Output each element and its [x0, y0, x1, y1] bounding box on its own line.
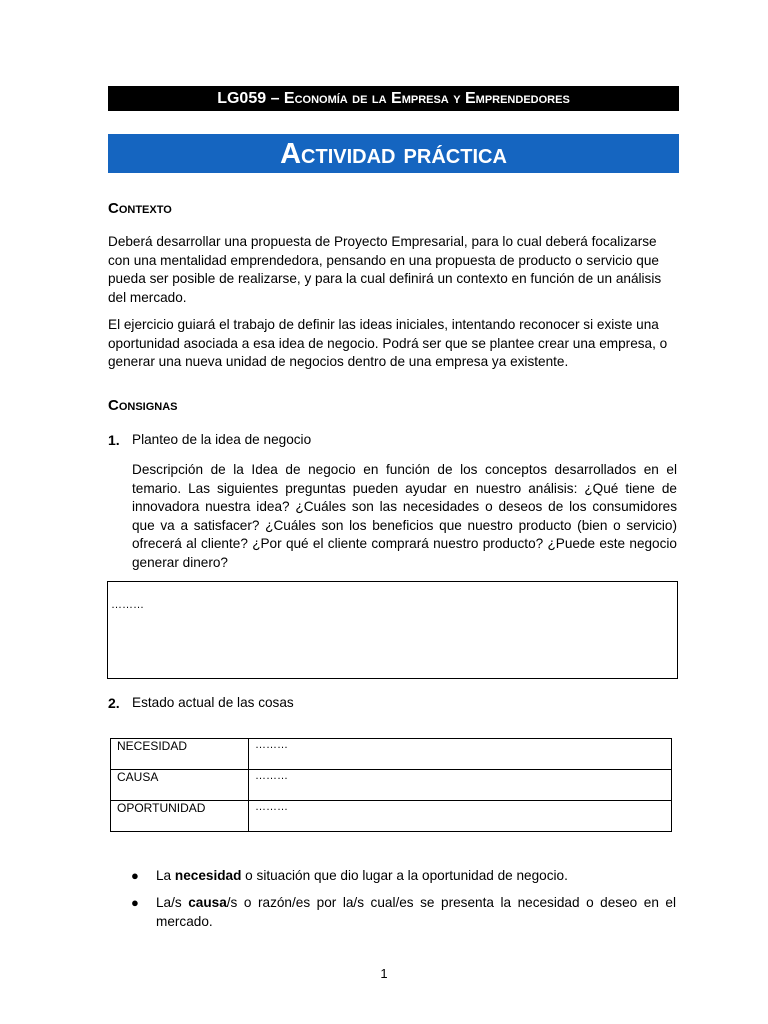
row-value-field[interactable]: ……… [249, 801, 672, 832]
bullet-text: La/s causa/s o razón/es por la/s cual/es se presenta la necesidad o deseo en el mercado. [156, 895, 676, 929]
answer-box[interactable] [107, 581, 678, 679]
contexto-heading: Contexto [108, 200, 172, 217]
bullet-icon: ● [131, 895, 139, 910]
activity-title-bar [108, 134, 679, 173]
row-value-field[interactable]: ……… [249, 770, 672, 801]
course-title: LG059 – Economía de la Empresa y Emprendedores [217, 90, 570, 107]
consigna-label: Estado actual de las cosas [132, 695, 294, 710]
bullet-text: La necesidad o situación que dio lugar a la oportunidad de negocio. [156, 868, 568, 883]
page-number: 1 [380, 966, 388, 981]
contexto-paragraph-1: Deberá desarrollar una propuesta de Proyecto Empresarial, para lo cual deberá focalizarse con una mentalidad emprendedora, pensando en una propuesta de producto o servicio que pueda ser posible de realizarse, y para la cual definirá un contexto en función de un análisis del mercado. [108, 234, 662, 305]
contexto-paragraph-2: El ejercicio guiará el trabajo de definir las ideas iniciales, intentando reconocer si existe una oportunidad asociada a esa idea de negocio. Podrá ser que se plantee crear una empresa, o generar una nueva unidad de negocios dentro de una empresa ya existente. [108, 317, 668, 369]
bullet-icon: ● [131, 868, 139, 883]
consigna-number: 2. [108, 695, 120, 711]
row-value-field[interactable]: ……… [249, 739, 672, 770]
table-row [111, 770, 672, 801]
row-key: NECESIDAD [111, 739, 249, 770]
course-header-bar [108, 86, 679, 111]
consigna-number: 1. [108, 432, 120, 448]
consigna-1-description: Descripción de la Idea de negocio en función de los conceptos desarrollados en el temario. Las siguientes preguntas pueden ayudar en nuestro análisis: ¿Qué tiene de innovadora nuestra idea? ¿Cuáles son las necesidades o deseos de los consumidores que va a satisfacer? ¿Cuáles son los beneficios que nuestro producto (bien o servicio) ofrecerá al cliente? ¿Por qué el cliente comprará nuestro producto? ¿Puede este negocio generar dinero? [132, 462, 677, 570]
consigna-label: Planteo de la idea de negocio [132, 432, 312, 447]
table-row [111, 739, 672, 770]
table-row [111, 801, 672, 832]
consignas-heading: Consignas [108, 397, 178, 414]
row-key: CAUSA [111, 770, 249, 801]
row-key: OPORTUNIDAD [111, 801, 249, 832]
answer-placeholder: ……… [111, 599, 144, 611]
estado-actual-table [110, 738, 672, 832]
activity-title: Actividad práctica [280, 138, 507, 170]
